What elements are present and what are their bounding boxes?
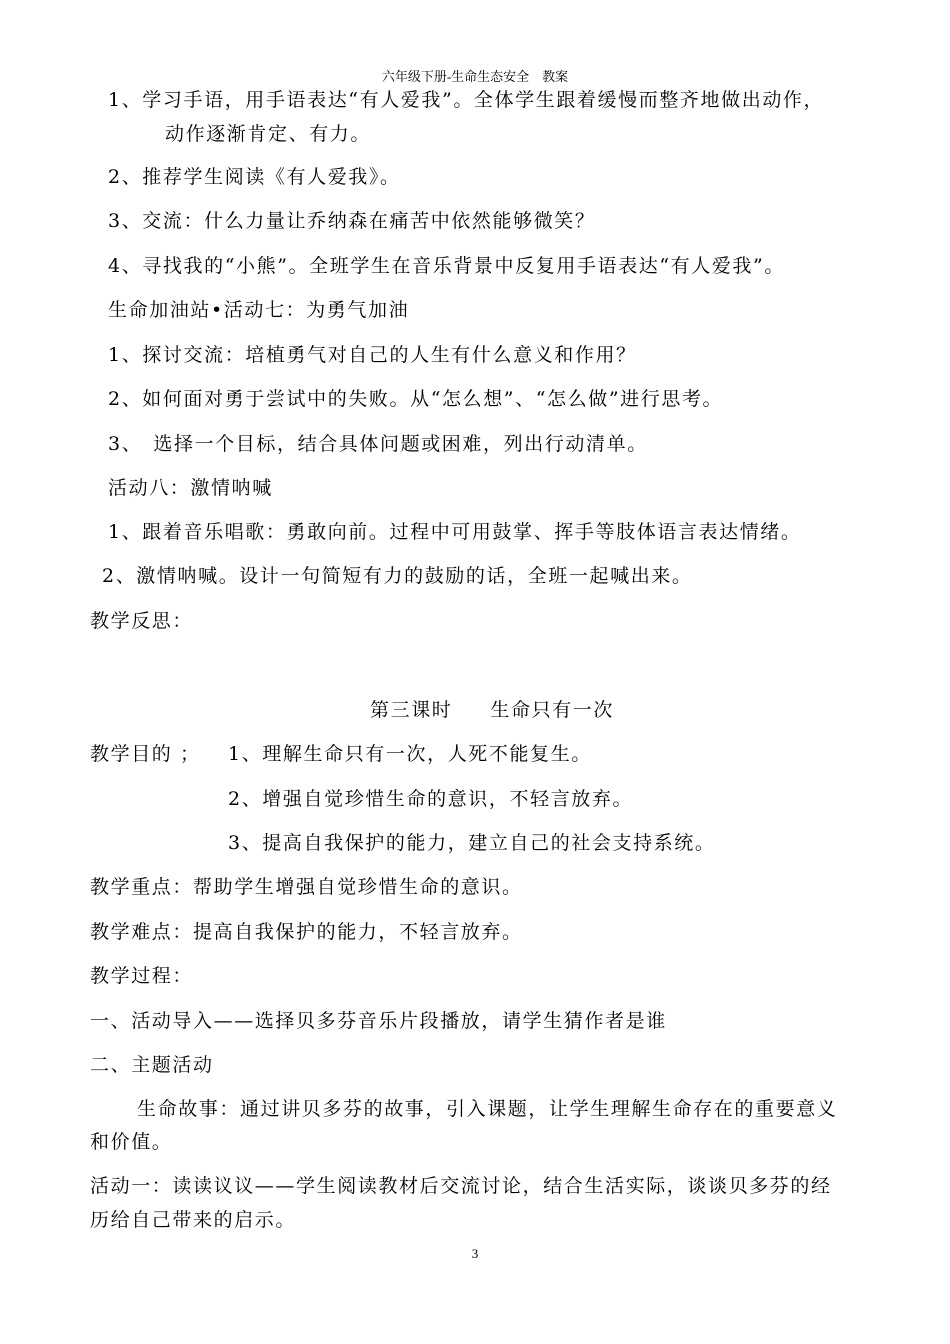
text-line: 2、如何面对勇于尝试中的失败。从“怎么想”、“怎么做”进行思考。 [108,388,724,410]
story-text: 生命故事：通过讲贝多芬的故事，引入课题，让学生理解生命存在的重要意义 [137,1098,838,1120]
text-line: 动作逐渐肯定、有力。 [165,123,372,145]
lesson-title-name: 生命只有一次 [490,699,615,721]
text-line: 1、探讨交流：培植勇气对自己的人生有什么意义和作用？ [108,344,637,366]
page-header: 六年级下册-生命生态安全 教案 [381,69,569,84]
process-label: 教学过程： [90,965,194,987]
key-point: 教学重点：帮助学生增强自觉珍惜生命的意识。 [90,876,523,898]
page-number: 3 [471,1246,479,1261]
difficulty: 教学难点：提高自我保护的能力，不轻言放弃。 [90,921,523,943]
text-line: 3、交流：什么力量让乔纳森在痛苦中依然能够微笑？ [108,210,596,232]
story-text-cont: 和价值。 [90,1131,173,1153]
objective-item: 3、提高自我保护的能力，建立自己的社会支持系统。 [228,832,716,854]
text-line: 1、学习手语，用手语表达“有人爱我”。全体学生跟着缓慢而整齐地做出动作， [108,89,825,111]
text-line: 1、跟着音乐唱歌：勇敢向前。过程中可用鼓掌、挥手等肢体语言表达情绪。 [108,521,802,543]
section-heading: 生命加油站•活动七：为勇气加油 [108,299,410,321]
step-intro: 一、活动导入——选择贝多芬音乐片段播放，请学生猜作者是谁 [90,1010,667,1032]
objectives-label: 教学目的 ； [90,743,201,765]
lesson-title-number: 第三课时 [370,699,453,721]
text-line: 教学反思： [90,610,194,632]
text-line: 2、激情呐喊。设计一句简短有力的鼓励的话，全班一起喊出来。 [102,565,693,587]
activity-one-text-cont: 历给自己带来的启示。 [90,1209,297,1231]
step-main: 二、主题活动 [90,1054,214,1076]
lesson-title [370,696,614,724]
text-line: 2、推荐学生阅读《有人爱我》。 [108,166,401,188]
text-line: 4、寻找我的“小熊”。全班学生在音乐背景中反复用手语表达“有人爱我”。 [108,255,785,277]
objective-item: 1、理解生命只有一次，人死不能复生。 [228,743,592,765]
section-heading: 活动八：激情呐喊 [108,477,273,499]
text-line: 3、 选择一个目标，结合具体问题或困难，列出行动清单。 [108,433,648,455]
activity-one-text: 活动一：读读议议——学生阅读教材后交流讨论，结合生活实际，谈谈贝多芬的经 [90,1175,832,1197]
objective-item: 2、增强自觉珍惜生命的意识，不轻言放弃。 [228,788,634,810]
